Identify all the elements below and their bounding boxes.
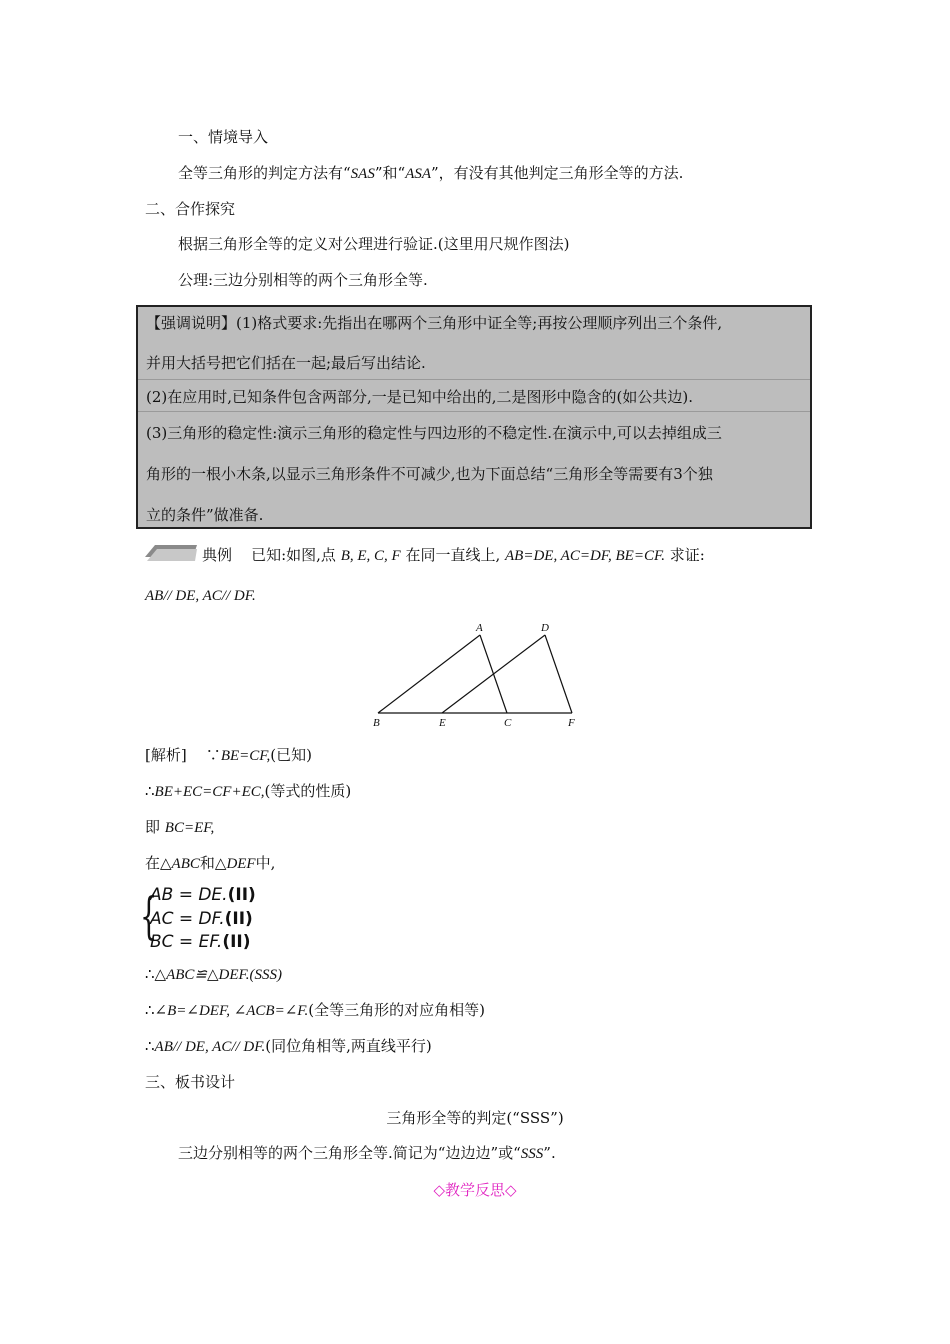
solution-math: BC=EF,	[164, 820, 215, 836]
therefore-symbol: ∴	[145, 782, 155, 800]
intro-text: ”和“	[374, 164, 406, 182]
solution-step-7	[145, 1036, 432, 1057]
label-e: E	[439, 717, 446, 729]
emphasis-line-3: (2)在应用时,已知条件包含两部分,一是已知中给出的,二是图形中隐含的(如公共边).	[146, 388, 694, 406]
label-a: A	[476, 622, 483, 634]
triangles-figure	[360, 615, 600, 730]
solution-step-1	[145, 745, 312, 766]
system-line-2	[150, 908, 253, 930]
solution-reason: (全等三角形的对应角相等)	[308, 1001, 485, 1019]
example-points: B, E, C, F	[340, 548, 401, 564]
system-mark: (II)	[224, 909, 253, 929]
system-mark: (II)	[222, 932, 251, 952]
solution-math: BE+EC=CF+EC,	[154, 784, 265, 800]
solution-text: 和△	[199, 854, 227, 872]
emphasis-box	[136, 305, 812, 529]
solution-math: BE=CF,	[220, 748, 271, 764]
teaching-reflection-label: ◇教学反思◇	[433, 1181, 517, 1199]
therefore-symbol: ∴	[145, 1001, 155, 1019]
solution-step-6	[145, 1000, 485, 1021]
example-text: 已知:如图,点	[251, 546, 341, 564]
intro-asa: ASA	[405, 166, 432, 182]
example-statement	[202, 545, 705, 566]
emphasis-line-1: 【强调说明】(1)格式要求:先指出在哪两个三角形中证全等;再按公理顺序列出三个条件,	[146, 314, 723, 332]
because-symbol: ∵	[205, 746, 221, 764]
section-heading-2: 二、合作探究	[145, 200, 236, 218]
solution-math: DEF	[226, 856, 256, 872]
solution-math: ABC	[171, 856, 200, 872]
emphasis-line-6: 立的条件”做准备.	[146, 506, 264, 524]
section-heading-3: 三、板书设计	[145, 1073, 236, 1091]
example-label: 典例	[202, 546, 233, 564]
example-conditions: AB=DE, AC=DF, BE=CF.	[505, 548, 665, 564]
section-heading-1: 一、情境导入	[178, 128, 269, 146]
solution-step-5	[145, 964, 282, 985]
solution-reason: (SSS)	[249, 967, 283, 983]
solution-step-4	[145, 853, 275, 874]
emphasis-divider	[138, 379, 810, 380]
solution-math: ∠B=∠DEF, ∠ACB=∠F.	[154, 1003, 309, 1019]
solution-reason: (已知)	[270, 746, 312, 764]
intro-text: 全等三角形的判定方法有“	[178, 164, 351, 182]
label-b: B	[373, 717, 380, 729]
solution-math: AB// DE, AC// DF.	[154, 1039, 266, 1055]
board-title: 三角形全等的判定(“SSS”)	[386, 1109, 564, 1127]
intro-text: ”，有没有其他判定三角形全等的方法.	[431, 164, 684, 182]
example-text: 求证:	[664, 546, 705, 564]
emphasis-divider	[138, 411, 810, 412]
emphasis-line-2: 并用大括号把它们括在一起;最后写出结论.	[146, 354, 426, 372]
emphasis-line-5: 角形的一根小木条,以显示三角形条件不可减少,也为下面总结“三角形全等需要有3个独	[146, 465, 713, 483]
solution-math: ABC≌△DEF.	[166, 967, 250, 983]
segment-ed	[442, 635, 545, 713]
board-text: 三边分别相等的两个三角形全等.简记为“边边边”或“	[178, 1144, 521, 1162]
system-line-3	[150, 931, 251, 953]
therefore-symbol: ∴△	[145, 965, 167, 983]
example-tag-icon	[145, 541, 197, 563]
axiom-paragraph: 公理:三边分别相等的两个三角形全等.	[178, 271, 428, 289]
board-summary	[178, 1143, 556, 1164]
solution-text: 中,	[255, 854, 276, 872]
system-eq: BC = EF.	[150, 932, 223, 952]
intro-paragraph	[178, 163, 683, 184]
therefore-symbol: ∴	[145, 1037, 155, 1055]
system-line-1	[150, 884, 256, 906]
solution-tag: [解析]	[145, 746, 187, 764]
solution-text: 在△	[145, 854, 172, 872]
solution-reason: (等式的性质)	[264, 782, 352, 800]
solution-step-3	[145, 817, 214, 838]
system-mark: (II)	[227, 885, 256, 905]
verify-paragraph: 根据三角形全等的定义对公理进行验证.(这里用尺规作图法)	[178, 235, 570, 253]
label-c: C	[504, 717, 512, 729]
solution-text: 即	[145, 818, 165, 836]
example-text: 在同一直线上,	[400, 546, 505, 564]
board-text: ”.	[543, 1144, 556, 1162]
system-eq: AB = DE.	[150, 885, 228, 905]
brace-symbol: {	[140, 887, 158, 945]
system-eq: AC = DF.	[150, 909, 225, 929]
emphasis-line-4: (3)三角形的稳定性:演示三角形的稳定性与四边形的不稳定性.在演示中,可以去掉组成三	[146, 424, 722, 442]
segment-ba	[378, 635, 480, 713]
board-sss: SSS	[520, 1146, 544, 1162]
solution-step-2	[145, 781, 351, 802]
label-d: D	[541, 622, 549, 634]
solution-reason: (同位角相等,两直线平行)	[265, 1037, 432, 1055]
example-goal: AB// DE, AC// DF.	[145, 588, 256, 604]
intro-sas: SAS	[350, 166, 375, 182]
label-f: F	[568, 717, 575, 729]
segment-df	[545, 635, 572, 713]
